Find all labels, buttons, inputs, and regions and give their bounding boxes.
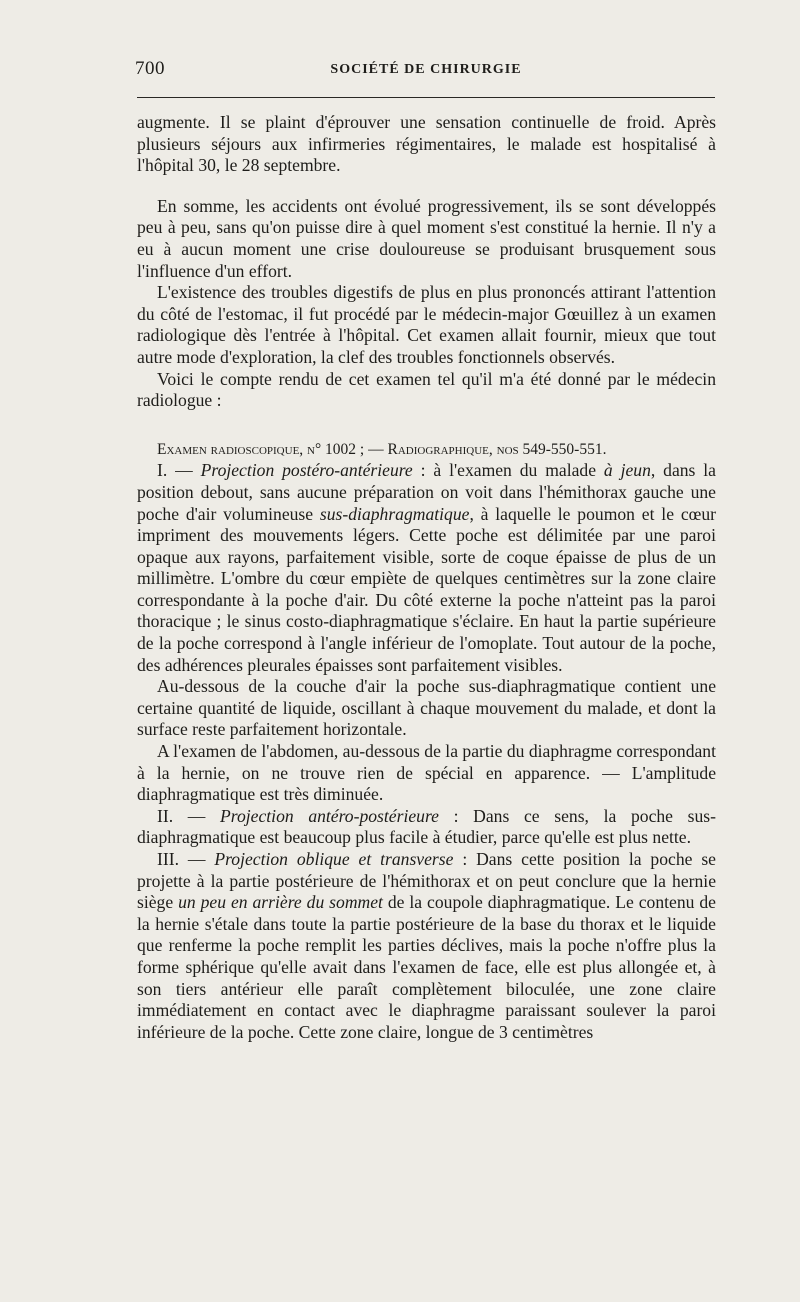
body-text bbox=[137, 112, 716, 1043]
text-run: de la coupole diaphragmatique. Le contenu de la hernie s'étale dans toute la partie postérieure de la base du thorax et le liquide que renferme la poche remplit les parties déclives, mais la poche n'offre plus la forme sphérique qu'elle avait dans l'examen de face, elle est plus allongée et, à son tiers antérieur elle paraît complètement biloculée, une zone claire immédiatement en contact avec le diaphragme paraissant soulever la paroi inférieure de la poche. Cette zone claire, longue de 3 centimètres bbox=[137, 892, 716, 1042]
section-number: III. — bbox=[157, 849, 215, 869]
section-number: II. — bbox=[157, 805, 221, 826]
italic-term: à jeun bbox=[603, 460, 651, 481]
paragraph-4: Voici le compte rendu de cet examen tel qu'il m'a été donné par le médecin radiologue : bbox=[137, 368, 716, 411]
section-title: Projection antéro-postérieure bbox=[220, 805, 439, 826]
italic-term: sus-diaphragmatique bbox=[319, 503, 470, 524]
text-run: : Dans ce sens, la poche sus-diaphragmatique est beaucoup plus facile à étudier, parce qu'elle est plus nette. bbox=[137, 805, 716, 848]
text-run: : Dans cette position la poche se projette à la partie postérieure de l'hémithorax et on peut conclure que la hernie siège bbox=[137, 849, 716, 913]
section-gap bbox=[137, 412, 716, 439]
page-number: 700 bbox=[135, 58, 165, 79]
section-title: Projection postéro-antérieure bbox=[200, 460, 413, 481]
running-title: SOCIÉTÉ DE CHIRURGIE bbox=[330, 62, 522, 77]
paragraph-projection-1 bbox=[137, 460, 716, 676]
paragraph-7: A l'examen de l'abdomen, au-dessous de la partie du diaphragme correspondant à la hernie, on ne trouve rien de spécial en apparence. — L'amplitude diaphragmatique est très diminuée. bbox=[137, 741, 716, 805]
italic-term: un peu en arrière du sommet bbox=[178, 892, 383, 913]
paragraph-3: L'existence des troubles digestifs de plus en plus prononcés attirant l'attention du côté de l'estomac, il fut procédé par le médecin-major Gœuillez à un examen radiologique dès l'entrée à l'hôpital. Cet examen allait fournir, mieux que tout autre mode d'exploration, la clef des troubles fonctionnels observés. bbox=[137, 282, 716, 367]
paragraph-projection-2 bbox=[137, 806, 716, 849]
text-run: , à laquelle le poumon et le cœur impriment des mouvements légers. Cette poche est délimitée par une paroi opaque aux rayons, parfaitement visible, sorte de coque épaisse de plus de un millimètre. L'ombre du cœur empiète de quelques centimètres sur la zone claire correspondante à la poche d'air. Du côté externe la poche n'atteint pas la paroi thoracique ; le sinus costo-diaphragmatique s'éclaire. En haut la partie supérieure de la poche correspond à l'angle inférieur de l'omoplate. Tout autour de la poche, des adhérences pleurales épaisses sont parfaitement visibles. bbox=[137, 503, 716, 675]
text-run: : à l'examen du malade bbox=[412, 460, 604, 481]
paragraph-gap bbox=[137, 177, 716, 196]
section-title: Projection oblique et transverse bbox=[214, 849, 454, 869]
section-number: I. — bbox=[157, 460, 201, 481]
paragraph-projection-3 bbox=[137, 849, 716, 1043]
paragraph-1: augmente. Il se plaint d'éprouver une sensation continuelle de froid. Après plusieurs séjours aux infirmeries régimentaires, le malade est hospitalisé à l'hôpital 30, le 28 septembre. bbox=[137, 112, 716, 176]
text-run: , dans la position debout, sans aucune préparation on voit dans l'hémithorax gauche une poche d'air volumineuse bbox=[137, 460, 716, 524]
paragraph-2: En somme, les accidents ont évolué progressivement, ils se sont développés peu à peu, sans qu'on puisse dire à quel moment s'est constitué la hernie. Il n'y a eu à aucun moment une crise douloureuse se produisant brusquement sous l'influence d'un effort. bbox=[137, 195, 716, 281]
header-rule bbox=[137, 97, 715, 98]
exam-heading: Examen radioscopique, n° 1002 ; — Radiographique, nos 549-550-551. bbox=[157, 440, 607, 458]
page-header bbox=[135, 58, 717, 84]
paragraph-6: Au-dessous de la couche d'air la poche sus-diaphragmatique contient une certaine quantité de liquide, oscillant à chaque mouvement du malade, et dont la surface reste parfaitement horizontale. bbox=[137, 676, 716, 740]
